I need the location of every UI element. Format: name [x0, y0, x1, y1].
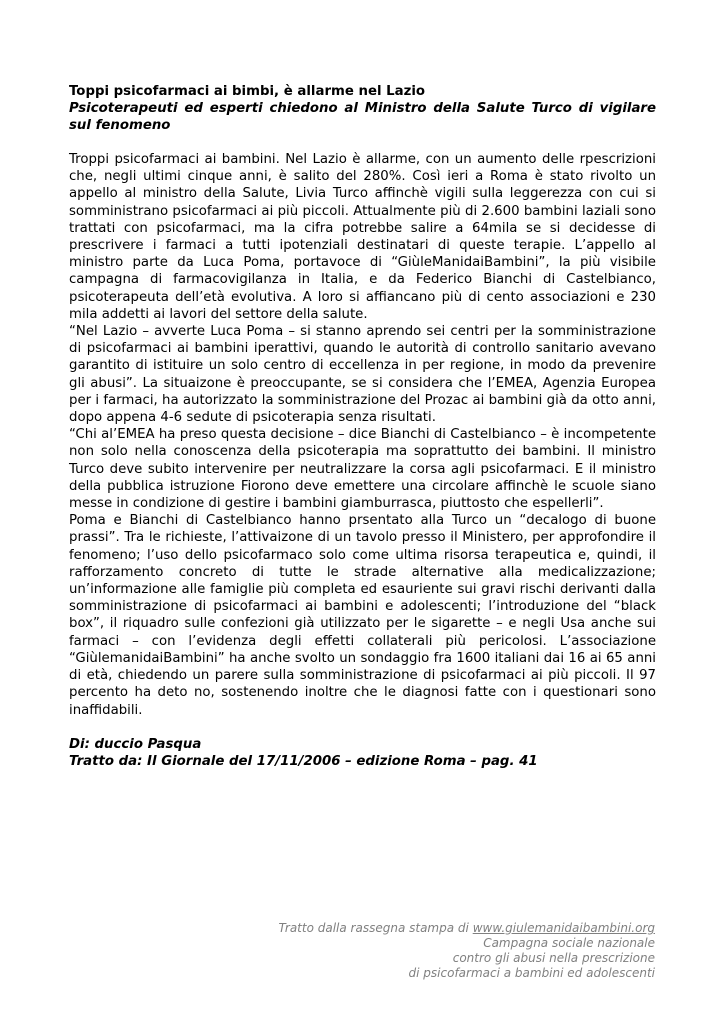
page-footer — [279, 921, 656, 981]
article-title: Toppi psicofarmaci ai bimbi, è allarme nel Lazio — [69, 84, 426, 99]
footer-line-1 — [279, 921, 656, 936]
footer-line-3: contro gli abusi nella prescrizione — [452, 951, 655, 965]
footer-line-4: di psicofarmaci a bambini ed adolescenti — [408, 966, 655, 980]
article-paragraph-2: “Nel Lazio – avverte Luca Poma – si stanno aprendo sei centri per la somministrazione di psicofarmaci ai bambini iperattivi, quando le autorità di controllo sanitario avevano garantito di istituire un solo centro di eccellenza in per regione, in modo da prevenire gli abusi”. La situaizone è preoccupante, se si considera che l’EMEA, Agenzia Europea per i farmaci, ha autorizzato la somministrazione del Prozac ai bambini già da otto anni, dopo appena 4-6 sedute di psicoterapia senza risultati. — [69, 324, 656, 426]
article-paragraph-4: Poma e Bianchi di Castelbianco hanno prsentato alla Turco un “decalogo di buone prassi”. Tra le richieste, l’attivaizone di un tavolo presso il Ministero, per approfondire il fenomeno; l’uso dello psicofarmaco solo come ultima risorsa terapeutica e, quindi, il rafforzamento concreto di tutte le strade alternative alla medicalizzazione; un’informazione alle famiglie più completa ed esauriente sui gravi rischi derivanti dalla somministrazione di psicofarmaci ai bambini e adolescenti; l’introduzione del “black box”, il riquadro sulle confezioni già utilizzato per le sigarette – e negli Usa anche sui farmaci – con l’evidenza degli effetti collaterali più pericolosi. L’associazione “GiùlemanidaiBambini” ha anche svolto un sondaggio fra 1600 italiani dai 16 ai 65 anni di età, chiedendo un parere sulla somministrazione di psicofarmaci ai più piccoli. Il 97 percento ha deto no, sostenendo inoltre che le diagnosi fatte con i questionari sono inaffidabili. — [69, 513, 656, 718]
footer-prefix: Tratto dalla rassegna stampa di — [278, 921, 473, 935]
source-line: Tratto da: Il Giornale del 17/11/2006 – edizione Roma – pag. 41 — [69, 753, 538, 769]
article — [69, 83, 656, 770]
article-paragraph-1: Troppi psicofarmaci ai bambini. Nel Lazio è allarme, con un aumento delle rpescrizioni che, negli ultimi cinque anni, è salito del 280%. Così ieri a Roma è stato rivolto un appello al ministro della Salute, Livia Turco affinchè vigili sulla leggerezza con cui si somministrano psicofarmaci ai più piccoli. Attualmente più di 2.600 bambini laziali sono trattati con psicofarmaci, ma la cifra potrebbe salire a 64mila se si decidesse di prescrivere i farmaci a tutti ipotenziali destinatari di queste terapie. L’appello al ministro parte da Luca Poma, portavoce di “GiùleManidaiBambini”, la più visibile campagna di farmacovigilanza in Italia, e da Federico Bianchi di Castelbianco, psicoterapeuta dell’età evolutiva. A loro si affiancano più di cento associazioni e 230 mila addetti ai lavori del settore della salute. — [69, 152, 656, 322]
footer-line-2: Campagna sociale nazionale — [483, 936, 655, 950]
footer-website-link[interactable]: www.giulemanidaibambini.org — [472, 921, 655, 935]
article-body — [69, 151, 656, 719]
article-subtitle: Psicoterapeuti ed esperti chiedono al Ministro della Salute Turco di vigilare sul fenomeno — [69, 101, 656, 133]
author-line: Di: duccio Pasqua — [69, 736, 202, 752]
article-credits — [69, 736, 656, 770]
article-paragraph-3: “Chi al’EMEA ha preso questa decisione – dice Bianchi di Castelbianco – è incompetente non solo nella conoscenza della psicoterapia ma soprattutto dei bambini. Il ministro Turco deve subito intervenire per neutralizzare la corsa agli psicofarmaci. E il ministro della pubblica istruzione Fiorono deve emettere una circolare affinchè le scuole siano messe in condizione di gestire i bambini giamburrasca, piuttosto che espellerli”. — [69, 427, 656, 512]
